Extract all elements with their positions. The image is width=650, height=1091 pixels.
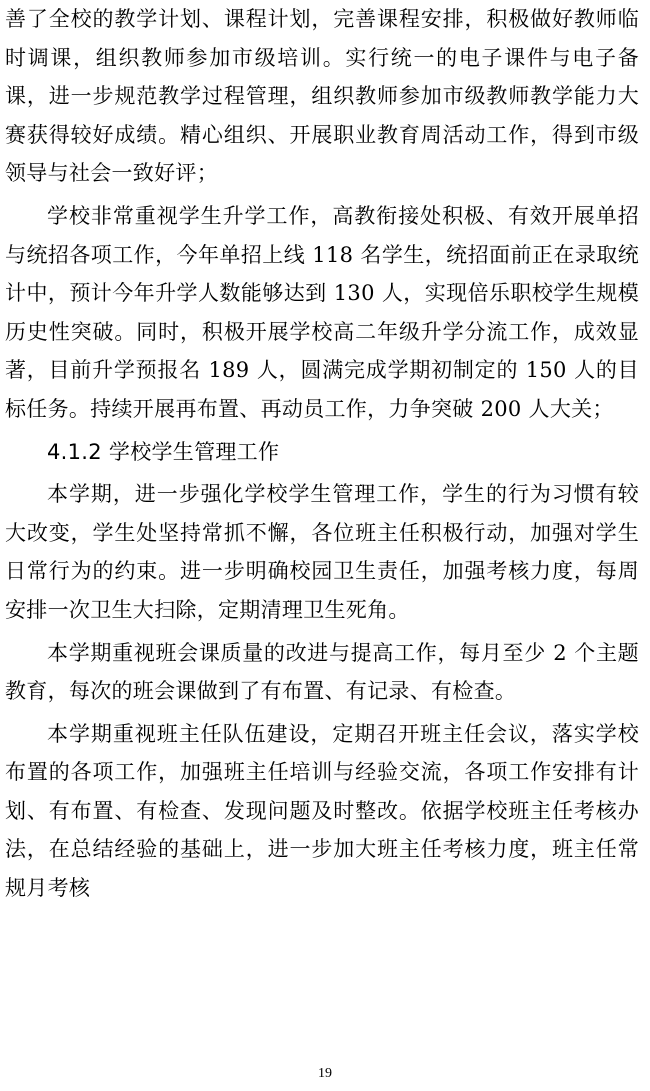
document-body <box>5 0 639 908</box>
paragraph-class-meeting: 本学期重视班会课质量的改进与提高工作，每月至少 2 个主题教育，每次的班会课做到了有布置、有记录、有检查。 <box>5 640 639 704</box>
paragraph-student-management: 本学期，进一步强化学校学生管理工作，学生的行为习惯有较大改变，学生处坚持常抓不懈，各位班主任积极行动，加强对学生日常行为的约束。进一步明确校园卫生责任，加强考核力度，每周安排一次卫生大扫除，定期清理卫生死角。 <box>5 482 639 622</box>
paragraph-head-teacher: 本学期重视班主任队伍建设，定期召开班主任会议，落实学校布置的各项工作，加强班主任培训与经验交流，各项工作安排有计划、有布置、有检查、发现问题及时整改。依据学校班主任考核办法，在总结经验的基础上，进一步加大班主任考核力度，班主任常规月考核 <box>5 721 639 901</box>
paragraph-teaching-plan: 善了全校的教学计划、课程计划，完善课程安排，积极做好教师临时调课，组织教师参加市级培训。实行统一的电子课件与电子备课，进一步规范教学过程管理，组织教师参加市级教师教学能力大赛获得较好成绩。精心组织、开展职业教育周活动工作，得到市级领导与社会一致好评； <box>5 7 639 186</box>
page-number: 19 <box>318 1066 332 1081</box>
paragraph-student-enrollment: 学校非常重视学生升学工作，高教衔接处积极、有效开展单招与统招各项工作，今年单招上线 118 名学生，统招面前正在录取统计中，预计今年升学人数能够达到 130 人，实现倍乐职校学生规模历史性突破。同时，积极开展学校高二年级升学分流工作，成效显著，目前升学预报名 189 人，圆满完成学期初制定的 150 人的目标任务。持续开展再布置、再动员工作，力争突破 200 人大关； <box>5 203 639 421</box>
section-heading: 4.1.2 学校学生管理工作 <box>47 439 280 464</box>
